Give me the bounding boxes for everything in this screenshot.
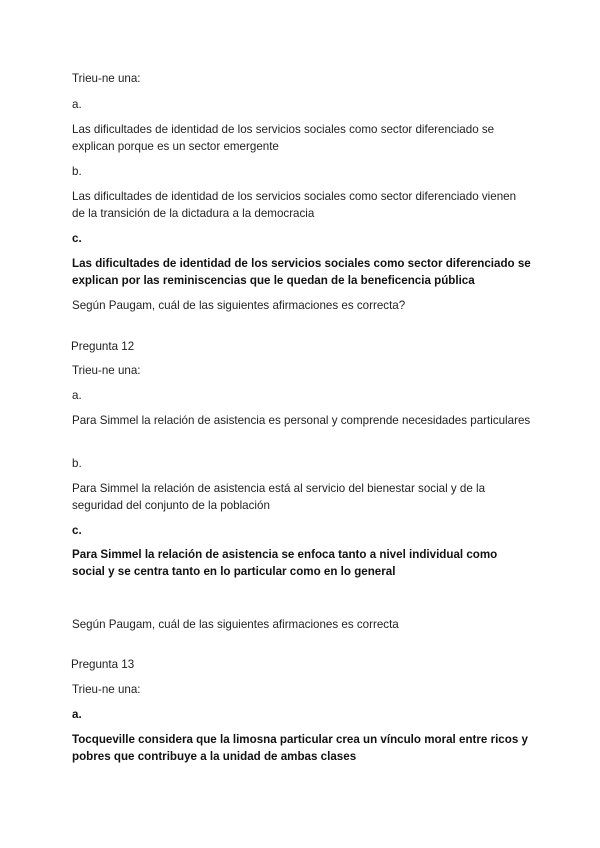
option-a-text[interactable]: Tocqueville considera que la limosna particular crea un vínculo moral entre ricos y pobres que contribuye a la unidad de ambas clases bbox=[72, 733, 528, 763]
option-a-text[interactable]: Para Simmel la relación de asistencia es personal y comprende necesidades particulares bbox=[72, 414, 531, 427]
option-c-letter[interactable]: c. bbox=[72, 232, 82, 245]
prompt-text: Trieu-ne una: bbox=[72, 683, 141, 696]
option-c-text[interactable]: Para Simmel la relación de asistencia se enfoca tanto a nivel individual como social y se centra tanto en lo particular como en lo general bbox=[72, 548, 498, 578]
prompt-text: Trieu-ne una: bbox=[72, 72, 141, 85]
option-c-text[interactable]: Las dificultades de identidad de los servicios sociales como sector diferenciado se explican por las reminiscencias que le quedan de la beneficencia pública bbox=[72, 257, 531, 287]
question-statement: Según Paugam, cuál de las siguientes afirmaciones es correcta bbox=[72, 618, 399, 631]
option-b-letter[interactable]: b. bbox=[72, 457, 82, 470]
question-statement: Según Paugam, cuál de las siguientes afirmaciones es correcta? bbox=[72, 299, 406, 312]
option-b-letter[interactable]: b. bbox=[72, 165, 82, 178]
option-a-letter[interactable]: a. bbox=[72, 708, 82, 721]
question-number: Pregunta 13 bbox=[71, 658, 135, 671]
question-number: Pregunta 12 bbox=[71, 340, 135, 353]
prompt-text: Trieu-ne una: bbox=[72, 364, 141, 377]
option-c-letter[interactable]: c. bbox=[72, 524, 82, 537]
option-b-text[interactable]: Las dificultades de identidad de los servicios sociales como sector diferenciado vienen de la transición de la dictadura a la democracia bbox=[72, 190, 517, 220]
option-a-letter[interactable]: a. bbox=[72, 98, 82, 111]
option-a-text[interactable]: Las dificultades de identidad de los servicios sociales como sector diferenciado se explican porque es un sector emergente bbox=[72, 123, 495, 153]
option-a-letter[interactable]: a. bbox=[72, 389, 82, 402]
option-b-text[interactable]: Para Simmel la relación de asistencia está al servicio del bienestar social y de la seguridad del conjunto de la población bbox=[72, 482, 486, 512]
